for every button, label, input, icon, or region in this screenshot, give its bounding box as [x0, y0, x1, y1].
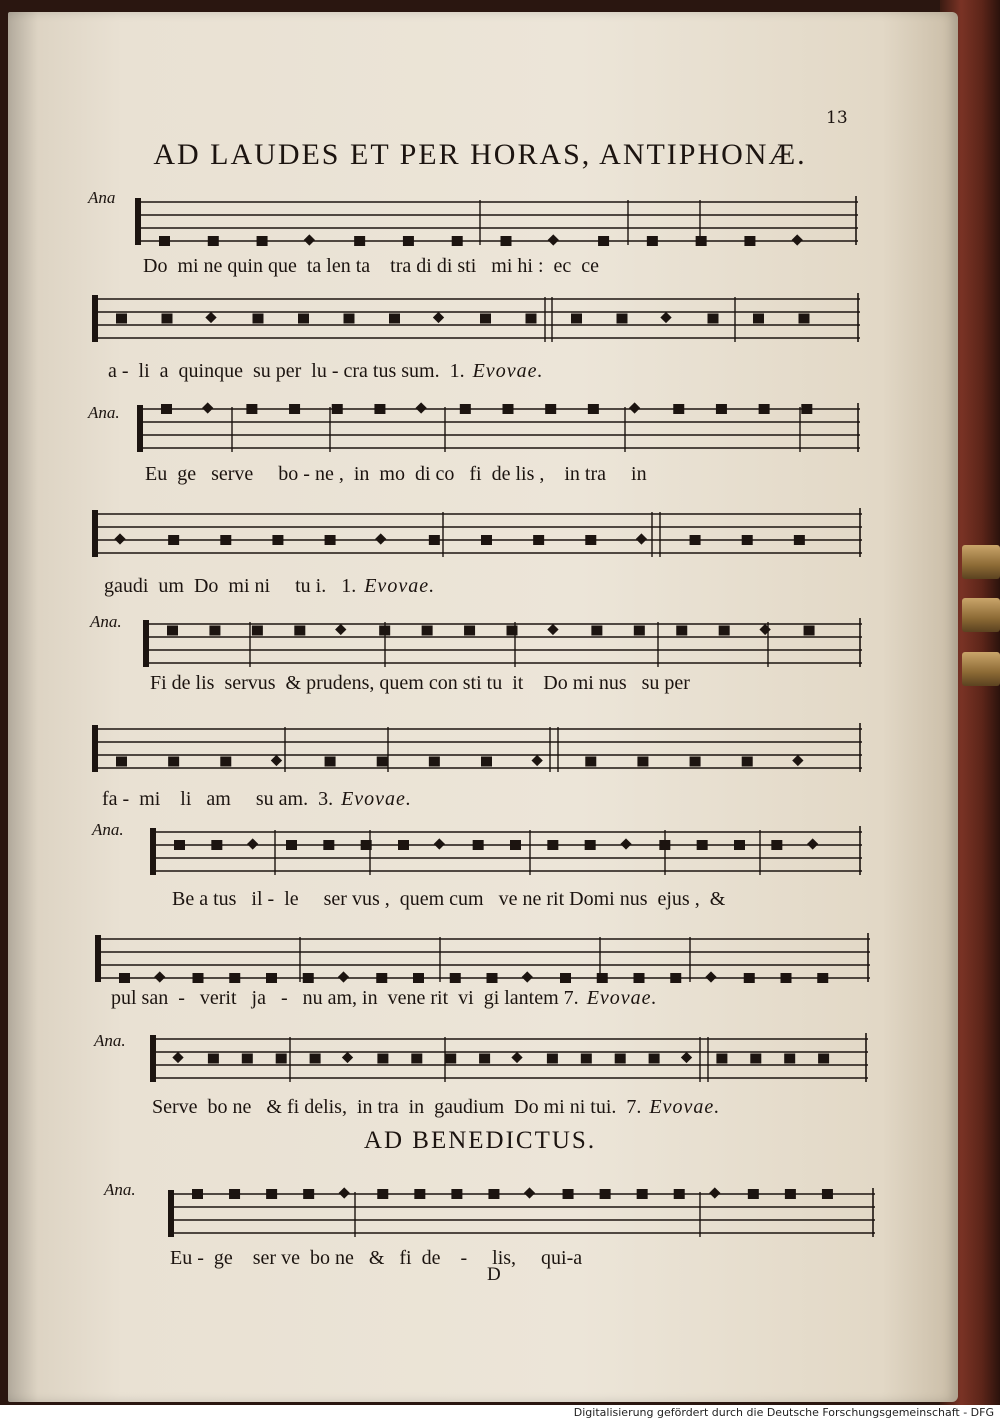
antiphon-label: Ana.: [104, 1180, 136, 1199]
gathering-signature: D: [487, 1264, 501, 1285]
lyric-text: Serve bo ne & fi delis, in tra in gaudium Do mi ni tui. 7.: [152, 1096, 642, 1118]
lyric-text: Fi de lis servus & prudens, quem con sti tu it Do mi nus su per: [150, 672, 690, 694]
evovae-cadence: Evovae.: [586, 987, 658, 1009]
antiphon-label: Ana.: [90, 612, 122, 631]
square-neume: [600, 1189, 611, 1199]
evovae-cadence: Evovae.: [364, 575, 436, 597]
square-neume: [414, 1189, 425, 1199]
square-neume: [451, 1189, 462, 1199]
antiphon-label: Ana.: [94, 1031, 126, 1050]
square-neume: [192, 1189, 203, 1199]
benedictus-heading: AD BENEDICTUS.: [363, 1127, 597, 1154]
rhombus-neume: [709, 1187, 720, 1198]
evovae-cadence: Evovae.: [472, 360, 544, 382]
lyric-text: pul san - verit ja - nu am, in vene rit vi gi lantem 7.: [111, 987, 579, 1009]
lyric-text: Eu ge serve bo - ne , in mo di co fi de lis , in tra in: [145, 463, 647, 485]
square-neume: [377, 1189, 388, 1199]
evovae-cadence: Evovae.: [649, 1096, 721, 1118]
square-neume: [822, 1189, 833, 1199]
square-neume: [303, 1189, 314, 1199]
lyric-text: Eu - ge ser ve bo ne & fi de - lis, qui-a: [170, 1247, 583, 1269]
lyric-text: Be a tus il - le ser vus , quem cum ve ne rit Domi nus ejus , &: [172, 888, 726, 910]
square-neume: [748, 1189, 759, 1199]
square-neume: [785, 1189, 796, 1199]
lyric-text: fa - mi li am su am. 3.: [102, 788, 334, 810]
footer-credit: Digitalisierung gefördert durch die Deutsche Forschungsgemeinschaft - DFG: [573, 1406, 994, 1419]
square-neume: [266, 1189, 277, 1199]
rhombus-neume: [524, 1187, 535, 1198]
page-number: 13: [826, 108, 848, 128]
square-neume: [674, 1189, 685, 1199]
square-neume: [488, 1189, 499, 1199]
lyric-text: gaudi um Do mi ni tu i. 1.: [104, 575, 357, 597]
lyric-line: [170, 1247, 582, 1270]
square-neume: [637, 1189, 648, 1199]
square-neume: [229, 1189, 240, 1199]
lyric-text: Do mi ne quin que ta len ta tra di di sti mi hi : ec ce: [143, 255, 600, 277]
antiphon-label: Ana.: [92, 820, 124, 839]
antiphon-label: Ana.: [88, 403, 120, 422]
antiphon-label: Ana: [88, 188, 116, 207]
square-neume: [563, 1189, 574, 1199]
clef-mark: [168, 1190, 174, 1237]
lyric-text: a - li a quinque su per lu - cra tus sum. 1.: [108, 360, 465, 382]
rhombus-neume: [339, 1187, 350, 1198]
section-heading: AD LAUDES ET PER HORAS, ANTIPHONÆ.: [153, 138, 807, 171]
evovae-cadence: Evovae.: [341, 788, 412, 810]
